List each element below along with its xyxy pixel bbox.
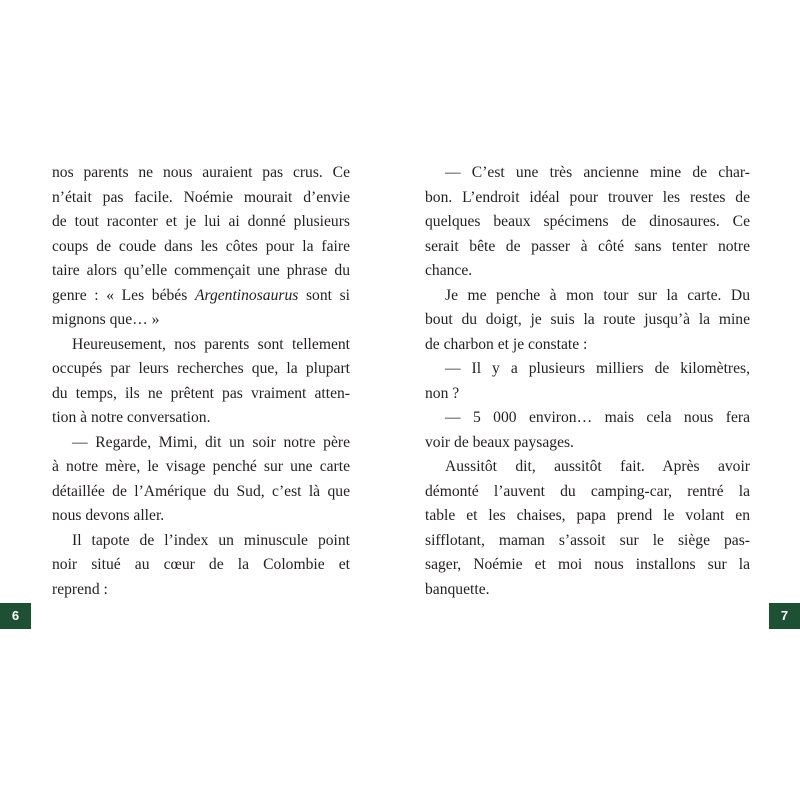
text-line: de tout raconter et je lui ai donné plusieurs [52, 213, 350, 230]
text-line: Heureusement, nos parents sont tellement [72, 335, 350, 353]
text-line: serait bête de passer à côté sans tenter notre [425, 237, 750, 255]
text-line: démonté l’auvent du camping-car, rentré la [425, 482, 750, 500]
text-line: Je me penche à mon tour sur la carte. Du [445, 286, 750, 304]
left-page [52, 161, 350, 602]
text-line: Aussitôt dit, aussitôt fait. Après avoir [445, 458, 750, 475]
text-line: sager, Noémie et moi nous installons sur la [425, 556, 750, 573]
text-line: du temps, ils ne prêtent pas vraiment atten- [52, 384, 350, 402]
text-line: détaillée de l’Amérique du Sud, c’est là que [52, 482, 350, 500]
text-line: bon. L’endroit idéal pour trouver les restes de [425, 188, 750, 206]
right-page [425, 161, 750, 602]
text-line: noir situé au cœur de la Colombie et [52, 556, 350, 573]
text-line: nos parents ne nous auraient pas crus. Ce [52, 164, 350, 181]
text-line: occupés par leurs recherches que, la plupart [52, 360, 350, 377]
text-line: — Regarde, Mimi, dit un soir notre père [72, 433, 350, 451]
page-number-left: 6 [0, 603, 31, 629]
text-line: table et les chaises, papa prend le volant en [425, 507, 750, 524]
text-line: tion à notre conversation. [52, 409, 211, 426]
text-line [52, 284, 350, 309]
text-line: reprend : [52, 580, 108, 598]
text-line: quelques beaux spécimens de dinosaures. Ce [425, 213, 750, 230]
text-line: — C’est une très ancienne mine de char- [445, 164, 750, 181]
text-line: à notre mère, le visage penché sur une carte [52, 458, 350, 475]
text-line: taire alors qu’elle commençait une phrase du [52, 262, 350, 279]
text-line: banquette. [425, 580, 490, 598]
text-span: genre : « Les bébés [52, 286, 195, 304]
text-line: voir de beaux paysages. [425, 433, 574, 451]
text-line: nous devons aller. [52, 507, 165, 524]
text-line: — Il y a plusieurs milliers de kilomètres, [445, 360, 750, 377]
text-line: Il tapote de l’index un minuscule point [72, 531, 350, 549]
text-line: n’était pas facile. Noémie mourait d’envie [52, 188, 350, 206]
text-line: de charbon et je constate : [425, 335, 588, 353]
text-line: — 5 000 environ… mais cela nous fera [445, 409, 750, 426]
page-number-right: 7 [769, 603, 800, 629]
text-line: mignons que… » [52, 311, 160, 328]
italic-species-name: Argentinosaurus [194, 286, 299, 304]
text-line: bout du doigt, je suis la route jusqu’à la mine [425, 311, 750, 328]
text-line: coups de coude dans les côtes pour la faire [52, 237, 350, 255]
text-line: sifflotant, maman s’assoit sur le siège pas- [425, 531, 750, 549]
text-line: non ? [425, 384, 460, 402]
text-span: sont si [298, 286, 350, 304]
text-line: chance. [425, 262, 473, 279]
